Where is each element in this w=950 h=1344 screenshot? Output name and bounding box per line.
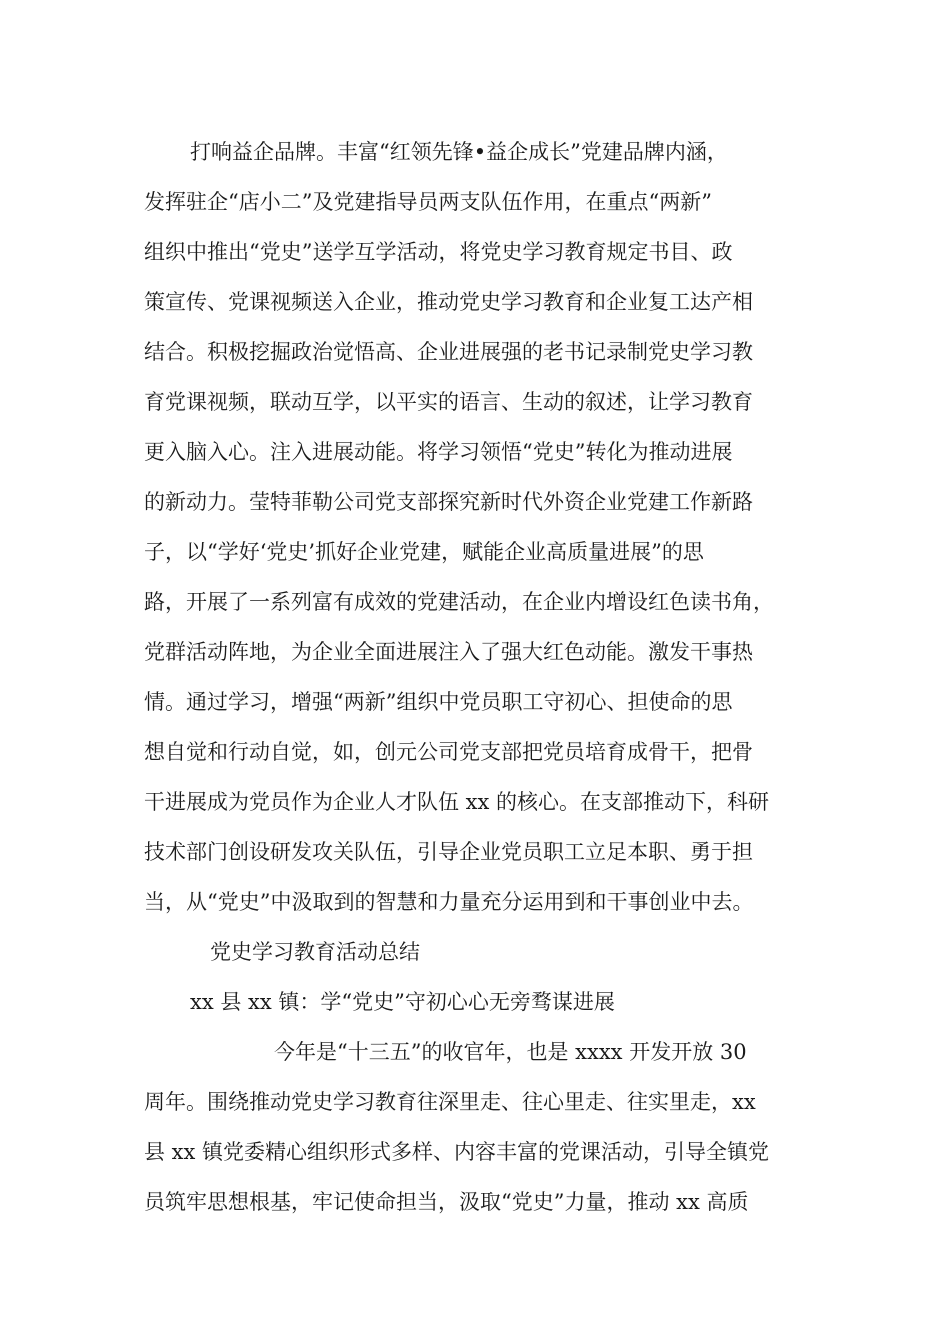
text-line: 想自觉和行动自觉，如，创元公司党支部把党员培育成骨干，把骨 [144,740,753,764]
text-line: 干进展成为党员作为企业人才队伍 xx 的核心。在支部推动下，科研 [144,790,770,814]
text-line: 组织中推出“党史”送学互学活动，将党史学习教育规定书目、政 [144,240,733,264]
text-line: 技术部门创设研发攻关队伍，引导企业党员职工立足本职、勇于担 [144,840,753,864]
section-title: 党史学习教育活动总结 [210,940,420,964]
text-line: 发挥驻企“店小二”及党建指导员两支队伍作用，在重点“两新” [144,190,712,214]
text-line: 县 xx 镇党委精心组织形式多样、内容丰富的党课活动，引导全镇党 [144,1140,770,1164]
section-subtitle: xx 县 xx 镇：学“党史”守初心心无旁骛谋进展 [190,990,615,1014]
text-line: 打响益企品牌。丰富“红领先锋•益企成长”党建品牌内涵， [190,140,728,164]
text-line: 路，开展了一系列富有成效的党建活动，在企业内增设红色读书角， [144,590,774,614]
text-line: 育党课视频，联动互学，以平实的语言、生动的叙述，让学习教育 [144,390,753,414]
text-line: 员筑牢思想根基，牢记使命担当，汲取“党史”力量，推动 xx 高质 [144,1190,749,1214]
text-line: 情。通过学习，增强“两新”组织中党员职工守初心、担使命的思 [144,690,733,714]
text-line: 周年。围绕推动党史学习教育往深里走、往心里走、往实里走，xx [144,1090,756,1114]
text-line: 的新动力。莹特菲勒公司党支部探究新时代外资企业党建工作新路 [144,490,753,514]
text-line: 更入脑入心。注入进展动能。将学习领悟“党史”转化为推动进展 [144,440,733,464]
text-line: 结合。积极挖掘政治觉悟高、企业进展强的老书记录制党史学习教 [144,340,753,364]
text-line: 党群活动阵地，为企业全面进展注入了强大红色动能。激发干事热 [144,640,753,664]
text-line: 当，从“党史”中汲取到的智慧和力量充分运用到和干事创业中去。 [144,890,754,914]
text-line: 子，以“学好‘党史’抓好企业党建，赋能企业高质量进展”的思 [144,540,704,564]
text-line: 策宣传、党课视频送入企业，推动党史学习教育和企业复工达产相 [144,290,753,314]
text-line: 今年是“十三五”的收官年，也是 xxxx 开发开放 30 [274,1040,747,1064]
